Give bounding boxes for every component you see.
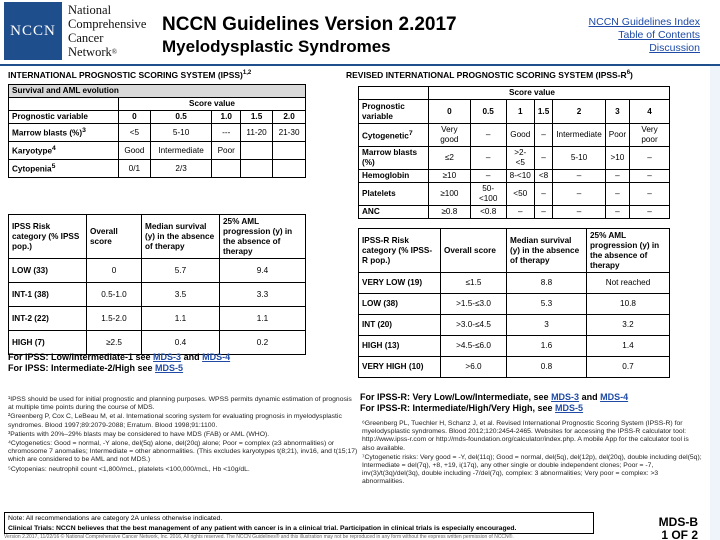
recommendation-note-box: Note: All recommendations are category 2A unless otherwise indicated. Clinical Trials: NCCN believes that the best management of any patient with cancer is in a clinical trial. Participation in clinical trials is especially encouraged.	[4, 512, 594, 534]
mds-5-link[interactable]: MDS-5	[155, 363, 184, 373]
table-row: Marrow blasts (%)$^3$ <5 5-10 --- 11-20 21-30	[9, 124, 306, 142]
ipss-title: INTERNATIONAL PROGNOSTIC SCORING SYSTEM (IPSS)$^{1,2}$	[8, 70, 252, 80]
ipss-risk-table: IPSS Risk category (% IPSS pop.) Overall score Median survival (y) in the absence of therapy 25% AML progression (y) in the absence of therapy LOW (33) 0 5.7 9.4 INT-1 (38) 0.5-1.0 3.5 3.3 INT-2 (22) 1.5-2.0 1.1 1.1 HIGH (7) ≥2.5 0.4 0.2	[8, 214, 306, 355]
table-row: VERY HIGH (10) >6.0 0.8 0.7	[359, 357, 670, 378]
page-subtitle: Myelodysplastic Syndromes	[162, 37, 391, 56]
table-row: INT (20) >3.0-≤4.5 3 3.2	[359, 315, 670, 336]
title-block	[162, 14, 457, 57]
ipssr-footnotes: ⁶Greenberg PL, Tuechler H, Schanz J, et al. Revised International Prognostic Scoring System (IPSS-R) for myelodysplastic syndromes. Blood 2012;120:2454-2465. Websites for accessing the IPSS-R calculator tool: http://www.ipss-r.com or http://mds-foundation.org/calculator/index.php. A mobile App for the calculator tool is also available. ⁷Cytogenetic risks: Very good = -Y, del(11q); Good = normal, del(5q), del(12p), del(20q), double including del(5q); Intermediate = del(7q), +8, +19, i(17q), any other single or double independent clones; Poor = -7, inv(3)/t(3q)/del(3q), double including -7/del(7q), complex: 3 abnormalities; Very poor = complex: >3 abnormalities.	[362, 420, 702, 486]
table-row: Hemoglobin ≥10 – 8-<10 <8 – – –	[359, 170, 670, 183]
score-value-header: Score value	[429, 87, 670, 100]
table-row: Marrow blasts (%) ≤2 – >2-<5 – 5-10 >10 –	[359, 147, 670, 170]
table-row: ANC ≥0.8 <0.8 – – – – –	[359, 206, 670, 219]
mds-5-link[interactable]: MDS-5	[555, 403, 584, 413]
mds-3-link[interactable]: MDS-3	[551, 392, 580, 402]
table-of-contents-link[interactable]: Table of Contents	[618, 29, 700, 41]
table-row: Cytopenia$^5$ 0/1 2/3	[9, 160, 306, 178]
guidelines-index-link[interactable]: NCCN Guidelines Index	[588, 16, 700, 28]
table-row: HIGH (7) ≥2.5 0.4 0.2	[9, 331, 306, 355]
logo-wordmark: National Comprehensive Cancer Network®	[68, 3, 147, 59]
survival-header: Survival and AML evolution	[9, 85, 306, 98]
header-divider	[0, 64, 720, 66]
table-row: INT-2 (22) 1.5-2.0 1.1 1.1	[9, 307, 306, 331]
table-row: LOW (33) 0 5.7 9.4	[9, 259, 306, 283]
table-row: Prognostic variable 0 0.5 1.0 1.5 2.0	[9, 111, 306, 124]
nccn-logo	[4, 2, 147, 60]
table-row: Prognostic variable 0 0.5 1 1.5 2 3 4	[359, 100, 670, 124]
nav-links	[589, 16, 700, 55]
copyright-line: Version 2.2017, 11/22/16 © National Comprehensive Cancer Network, Inc. 2016, All rights reserved. The NCCN Guidelines® and this illustration may not be reproduced in any form without the express written permission of NCCN®.	[4, 534, 514, 540]
table-row: LOW (38) >1.5-≤3.0 5.3 10.8	[359, 294, 670, 315]
page-title: NCCN Guidelines Version 2.2017	[162, 14, 457, 35]
ipss-score-table	[8, 84, 306, 178]
page-header	[0, 0, 720, 66]
mds-4-link[interactable]: MDS-4	[202, 352, 231, 362]
table-row: VERY LOW (19) ≤1.5 8.8 Not reached	[359, 273, 670, 294]
table-row: Karyotype$^4$ Good Intermediate Poor	[9, 142, 306, 160]
mds-3-link[interactable]: MDS-3	[153, 352, 182, 362]
score-value-header: Score value	[119, 98, 306, 111]
ipssr-treatment-links: For IPSS-R: Very Low/Low/Intermediate, see MDS-3 and MDS-4 For IPSS-R: Intermediate/High/Very High, see MDS-5	[360, 392, 629, 413]
discussion-link[interactable]: Discussion	[649, 42, 700, 54]
ipssr-title: REVISED INTERNATIONAL PROGNOSTIC SCORING SYSTEM $(IPSS-R^6)$	[346, 70, 633, 80]
table-row: INT-1 (38) 0.5-1.0 3.5 3.3	[9, 283, 306, 307]
table-row: HIGH (13) >4.5-≤6.0 1.6 1.4	[359, 336, 670, 357]
mds-4-link[interactable]: MDS-4	[600, 392, 629, 402]
ipss-footnotes: ¹IPSS should be used for initial prognostic and planning purposes. WPSS permits dynamic estimation of prognosis at multiple time points during the course of MDS. ²Greenberg P, Cox C, LeBeau M, et al. International scoring system for evaluating prognosis in myelodysplastic syndromes. Blood 1997;89:2079-2088; Erratum. Blood 1998;91:1100. ³Patients with 20%–29% blasts may be considered to have MDS (FAB) or AML (WHO). ⁴Cytogenetics: Good = normal, -Y alone, del(5q) alone, del(20q) alone; Poor = complex (≥3 abnormalities) or chromosome 7 anomalies; Intermediate = other abnormalities. (This excludes karyotypes t(8;21), inv16, and t(15;17) which are considered to be AML and not MDS.) ⁵Cytopenias: neutrophil count <1,800/mcL, platelets <100,000/mcL, Hb <10g/dL.	[8, 396, 358, 473]
ipssr-score-table	[358, 86, 670, 219]
ipssr-risk-table: IPSS-R Risk category (% IPSS-R pop.) Overall score Median survival (y) in the absence of therapy 25% AML progression (y) in the absence of therapy VERY LOW (19) ≤1.5 8.8 Not reached LOW (38) >1.5-≤3.0 5.3 10.8 INT (20) >3.0-≤4.5 3 3.2 HIGH (13) >4.5-≤6.0 1.6 1.4 VERY HIGH (10) >6.0 0.8 0.7	[358, 228, 670, 378]
right-edge-strip	[710, 66, 720, 540]
logo-mark: NCCN	[4, 2, 62, 60]
page-identifier: MDS-B 1 OF 2	[658, 515, 698, 540]
ipss-treatment-links: For IPSS: Low/Intermediate-1 see MDS-3 and MDS-4 For IPSS: Intermediate-2/High see MDS-5	[8, 352, 231, 373]
table-row: Platelets ≥100 50-<100 <50 – – – –	[359, 183, 670, 206]
table-row: Cytogenetic$^7$ Very good – Good – Intermediate Poor Very poor	[359, 124, 670, 147]
